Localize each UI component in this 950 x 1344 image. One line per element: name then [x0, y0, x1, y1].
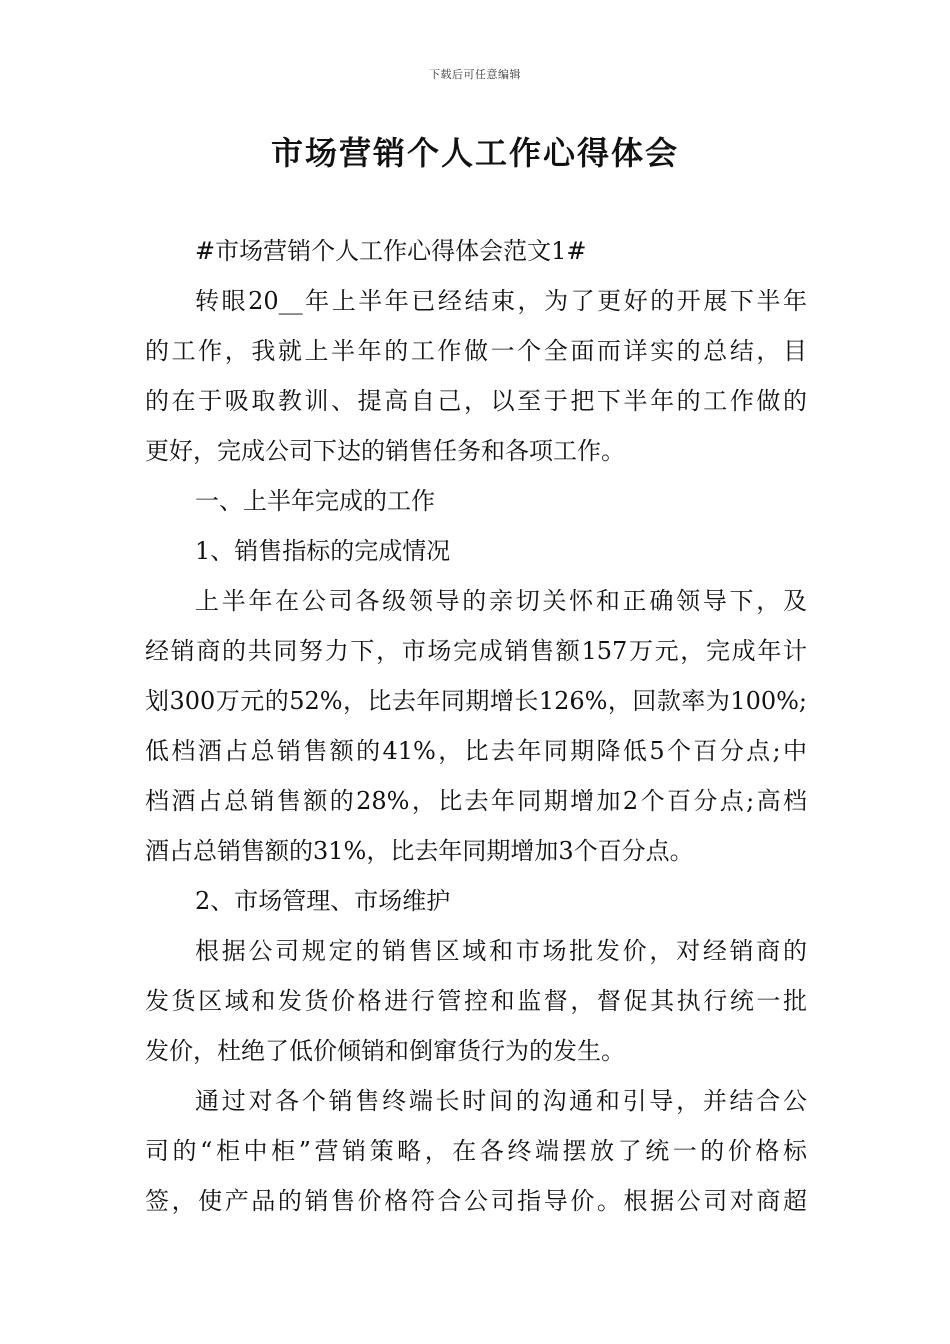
body-text [145, 226, 807, 1226]
paragraph-line: 司的“柜中柜”营销策略，在各终端摆放了统一的价格标 [145, 1137, 807, 1165]
paragraph-line: 发货区域和发货价格进行管控和监督，督促其执行统一批 [145, 987, 807, 1015]
paragraph-line: 通过对各个销售终端长时间的沟通和引导，并结合公 [195, 1087, 807, 1115]
paragraph-line: 根据公司规定的销售区域和市场批发价，对经销商的 [195, 937, 807, 965]
subsection-heading: 1、销售指标的完成情况 [195, 537, 451, 565]
section-heading: #市场营销个人工作心得体会范文1# [195, 237, 587, 265]
paragraph-line: 签，使产品的销售价格符合公司指导价。根据公司对商超 [145, 1187, 807, 1215]
section-heading: 一、上半年完成的工作 [195, 487, 435, 515]
paragraph-line: 划300万元的52%，比去年同期增长126%，回款率为100%; [145, 687, 807, 715]
paragraph-line: 更好，完成公司下达的销售任务和各项工作。 [145, 437, 625, 465]
paragraph-line: 酒占总销售额的31%，比去年同期增加3个百分点。 [145, 837, 694, 865]
paragraph-line: 档酒占总销售额的28%，比去年同期增加2个百分点;高档 [145, 787, 807, 815]
paragraph-line: 上半年在公司各级领导的亲切关怀和正确领导下，及 [195, 587, 807, 615]
header-note: 下载后可任意编辑 [429, 68, 521, 81]
paragraph-line: 低档酒占总销售额的41%，比去年同期降低5个百分点;中 [145, 737, 807, 765]
paragraph-line: 转眼20__年上半年已经结束，为了更好的开展下半年 [195, 287, 807, 315]
paragraph-line: 的工作，我就上半年的工作做一个全面而详实的总结，目 [145, 337, 807, 365]
paragraph-line: 经销商的共同努力下，市场完成销售额157万元，完成年计 [145, 637, 807, 665]
paragraph-line: 的在于吸取教训、提高自己，以至于把下半年的工作做的 [145, 387, 807, 415]
paragraph-line: 发价，杜绝了低价倾销和倒窜货行为的发生。 [145, 1037, 625, 1065]
subsection-heading: 2、市场管理、市场维护 [195, 887, 451, 915]
page-title: 市场营销个人工作心得体会 [270, 134, 679, 172]
